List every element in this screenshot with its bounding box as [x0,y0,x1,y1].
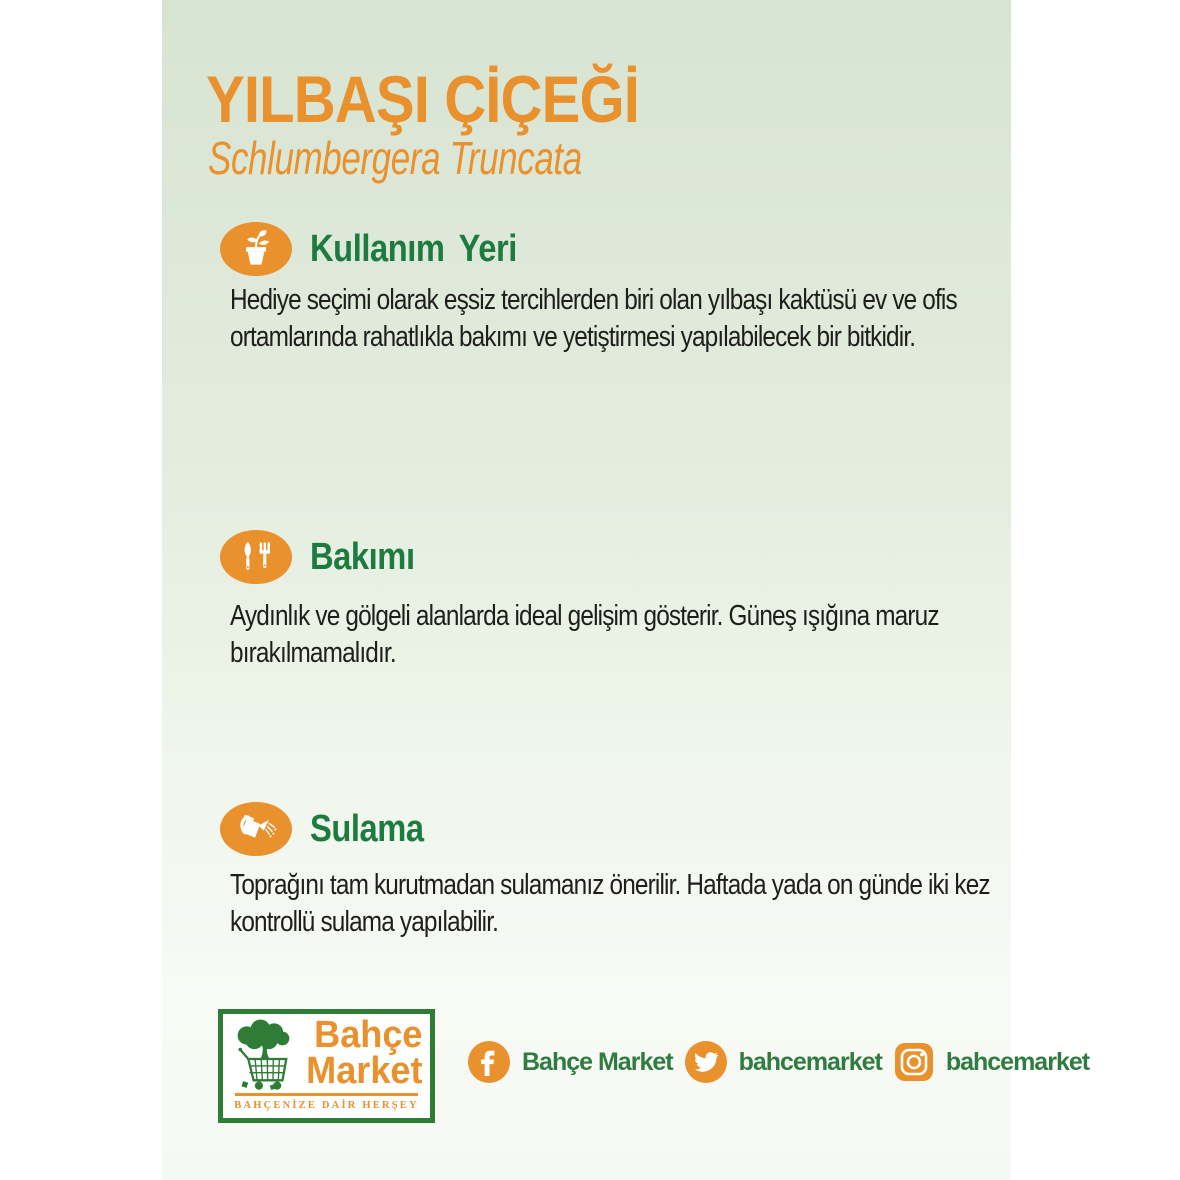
social-handle: Bahçe Market [522,1047,673,1076]
logo-divider [235,1093,418,1096]
garden-tools-icon [220,530,292,584]
section-body-text: Aydınlık ve gölgeli alanlarda ideal gelişim gösterir. Güneş ışığına maruz bırakılmamalıdır. [230,600,939,669]
section-kullanim-yeri-header [220,222,551,276]
section-heading: Sulama [310,807,424,850]
social-links-row [468,1040,1089,1084]
twitter-icon [685,1041,727,1083]
social-handle: bahcemarket [945,1047,1090,1076]
page-subtitle: Schlumbergera Truncata [208,132,582,184]
social-twitter [685,1041,882,1083]
section-bakimi-header [220,530,432,584]
social-handle: bahcemarket [738,1047,882,1076]
facebook-icon [468,1041,510,1083]
watering-can-icon [220,802,292,856]
social-facebook [468,1041,673,1083]
potted-plant-icon [220,222,292,276]
section-heading: Kullanım Yeri [310,227,517,270]
social-instagram [894,1042,1089,1082]
instagram-icon [894,1042,934,1082]
section-body-text: Toprağını tam kurutmadan sulamanız önerilir. Haftada yada on günde iki kez kontrollü sulama yapılabilir. [230,869,990,938]
logo-tagline: BAHÇENİZE DAİR HERŞEY [234,1100,419,1111]
bahce-market-logo [218,1009,435,1123]
logo-line2: Market [305,1050,422,1092]
section-heading: Bakımı [310,535,415,578]
logo-line1: Bahçe [313,1014,422,1056]
section-body-text: Hediye seçimi olarak eşsiz tercihlerden biri olan yılbaşı kaktüsü ev ve ofis ortamlarında rahatlıkla bakımı ve yetiştirmesi yapılabilecek bir bitkidir. [230,284,957,353]
tree-cart-logo-icon [225,1018,305,1094]
logo-wordmark [305,1014,422,1092]
page-title: YILBAŞI ÇİÇEĞİ [206,62,640,136]
section-sulama-header [220,802,442,856]
